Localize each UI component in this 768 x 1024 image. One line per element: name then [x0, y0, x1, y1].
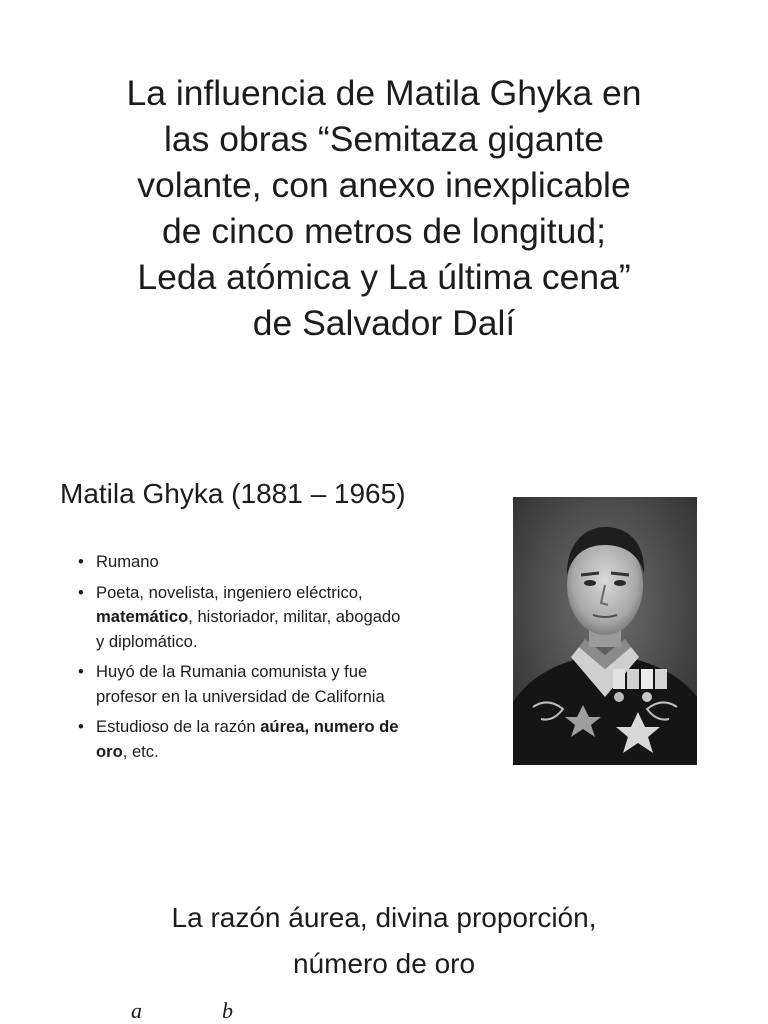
item-text: , etc. — [122, 741, 159, 761]
portrait-illustration — [513, 497, 697, 765]
title-line: volante, con anexo inexplicable — [137, 165, 631, 205]
bio-list — [78, 550, 408, 770]
item-text: Huyó de la Rumania comunista y fue profesor en la universidad de California — [96, 662, 385, 706]
title-line: de Salvador Dalí — [252, 303, 516, 343]
item-bold: aúrea, numero de oro — [96, 717, 399, 761]
segment-label-b: b — [222, 998, 233, 1023]
item-text: Poeta, novelista, ingeniero eléctrico, — [96, 582, 363, 602]
title-line: La razón áurea, divina proporción, — [171, 902, 597, 933]
title-line: las obras “Semitaza gigante — [163, 119, 605, 159]
bullet-icon: • — [78, 582, 84, 602]
list-item — [78, 550, 408, 575]
item-text: Estudioso de la razón — [96, 717, 261, 736]
bio-slide — [0, 440, 768, 860]
list-item — [78, 581, 408, 655]
item-text: , historiador, militar, abogado y diplomático. — [96, 607, 401, 651]
title-line: número de oro — [292, 948, 476, 979]
bullet-icon: • — [78, 717, 84, 736]
bullet-icon: • — [78, 552, 84, 571]
list-item — [78, 660, 408, 709]
title-line: La influencia de Matila Ghyka en — [126, 73, 642, 113]
bullet-icon: • — [78, 662, 84, 681]
main-title — [60, 70, 708, 346]
segment-label-a: a — [131, 998, 142, 1023]
portrait-photo — [513, 497, 697, 765]
item-bold: matemático — [96, 607, 189, 626]
title-slide — [0, 0, 768, 440]
title-line: de cinco metros de longitud; — [161, 211, 606, 251]
bio-heading: Matila Ghyka (1881 – 1965) — [60, 478, 406, 509]
item-text: Rumano — [96, 552, 159, 571]
title-line: Leda atómica y La última cena” — [137, 257, 631, 297]
list-item — [78, 715, 408, 764]
ratio-title — [60, 895, 708, 987]
ratio-slide — [0, 860, 768, 1024]
